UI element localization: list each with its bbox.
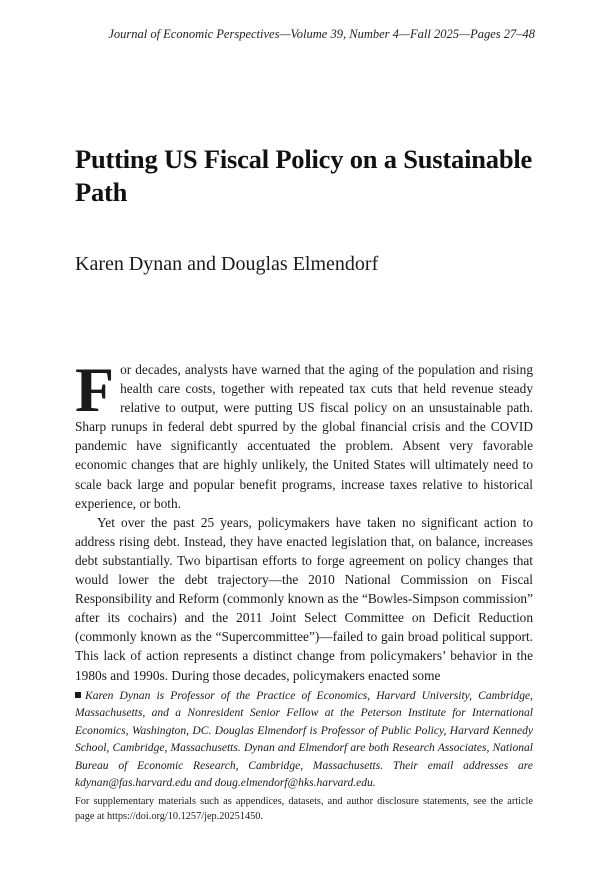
author-footnote: [75, 688, 533, 792]
article-body: [75, 354, 533, 685]
footnote-text: Karen Dynan is Professor of the Practice of Economics, Harvard University, Cambridge, Massachusetts, and a Nonresident Senior Fellow at the Peterson Institute for International Economics, Washington, DC. Douglas Elmendorf is Professor of Public Policy, Harvard Kennedy School, Cambridge, Massachusetts. Dynan and Elmendorf are both Research Associates, National Bureau of Economic Research, Cambridge, Massachusetts. Their email addresses are kdynan@fas.harvard.edu and doug.elmendorf@hks.harvard.edu.: [75, 690, 533, 790]
footnote-bullet-icon: [75, 692, 81, 698]
running-head: Journal of Economic Perspectives—Volume 39, Number 4—Fall 2025—Pages 27–48: [108, 27, 535, 41]
article-title: Putting US Fiscal Policy on a Sustainable Path: [75, 144, 533, 207]
body-paragraph-2: Yet over the past 25 years, policymakers have taken no significant action to address rising debt. Instead, they have enacted legislation that, on balance, increases debt substantially. Two bipartisan efforts to forge agreement on policy changes that would lower the debt trajectory—the 2010 National Commission on Fiscal Responsibility and Reform (commonly known as the “Bowles-Simpson commission” after its cochairs) and the 2011 Joint Select Committee on Deficit Reduction (commonly known as the “Supercommittee”)—failed to gain broad political support. This lack of action represents a distinct change from policymakers’ behavior in the 1980s and 1990s. During those decades, policymakers enacted some: [75, 514, 533, 683]
body-paragraph-1: [75, 354, 533, 513]
article-authors: Karen Dynan and Douglas Elmendorf: [75, 253, 379, 275]
supplementary-note: For supplementary materials such as appendices, datasets, and author disclosure statements, see the article page at https://doi.org/10.1257/jep.20251450.: [75, 796, 533, 822]
drop-cap: F: [75, 354, 115, 425]
body-paragraph-1-text: or decades, analysts have warned that the aging of the population and rising health care costs, together with repeated tax cuts that held revenue steady relative to output, were putting US fiscal policy on an unsustainable path. Sharp runups in federal debt spurred by the global financial crisis and the COVID pandemic have significantly accentuated the problem. Absent very favorable economic changes that are highly unlikely, the United States will ultimately need to scale back large and popular benefit programs, increase taxes relative to historical experience, or both.: [75, 362, 533, 511]
